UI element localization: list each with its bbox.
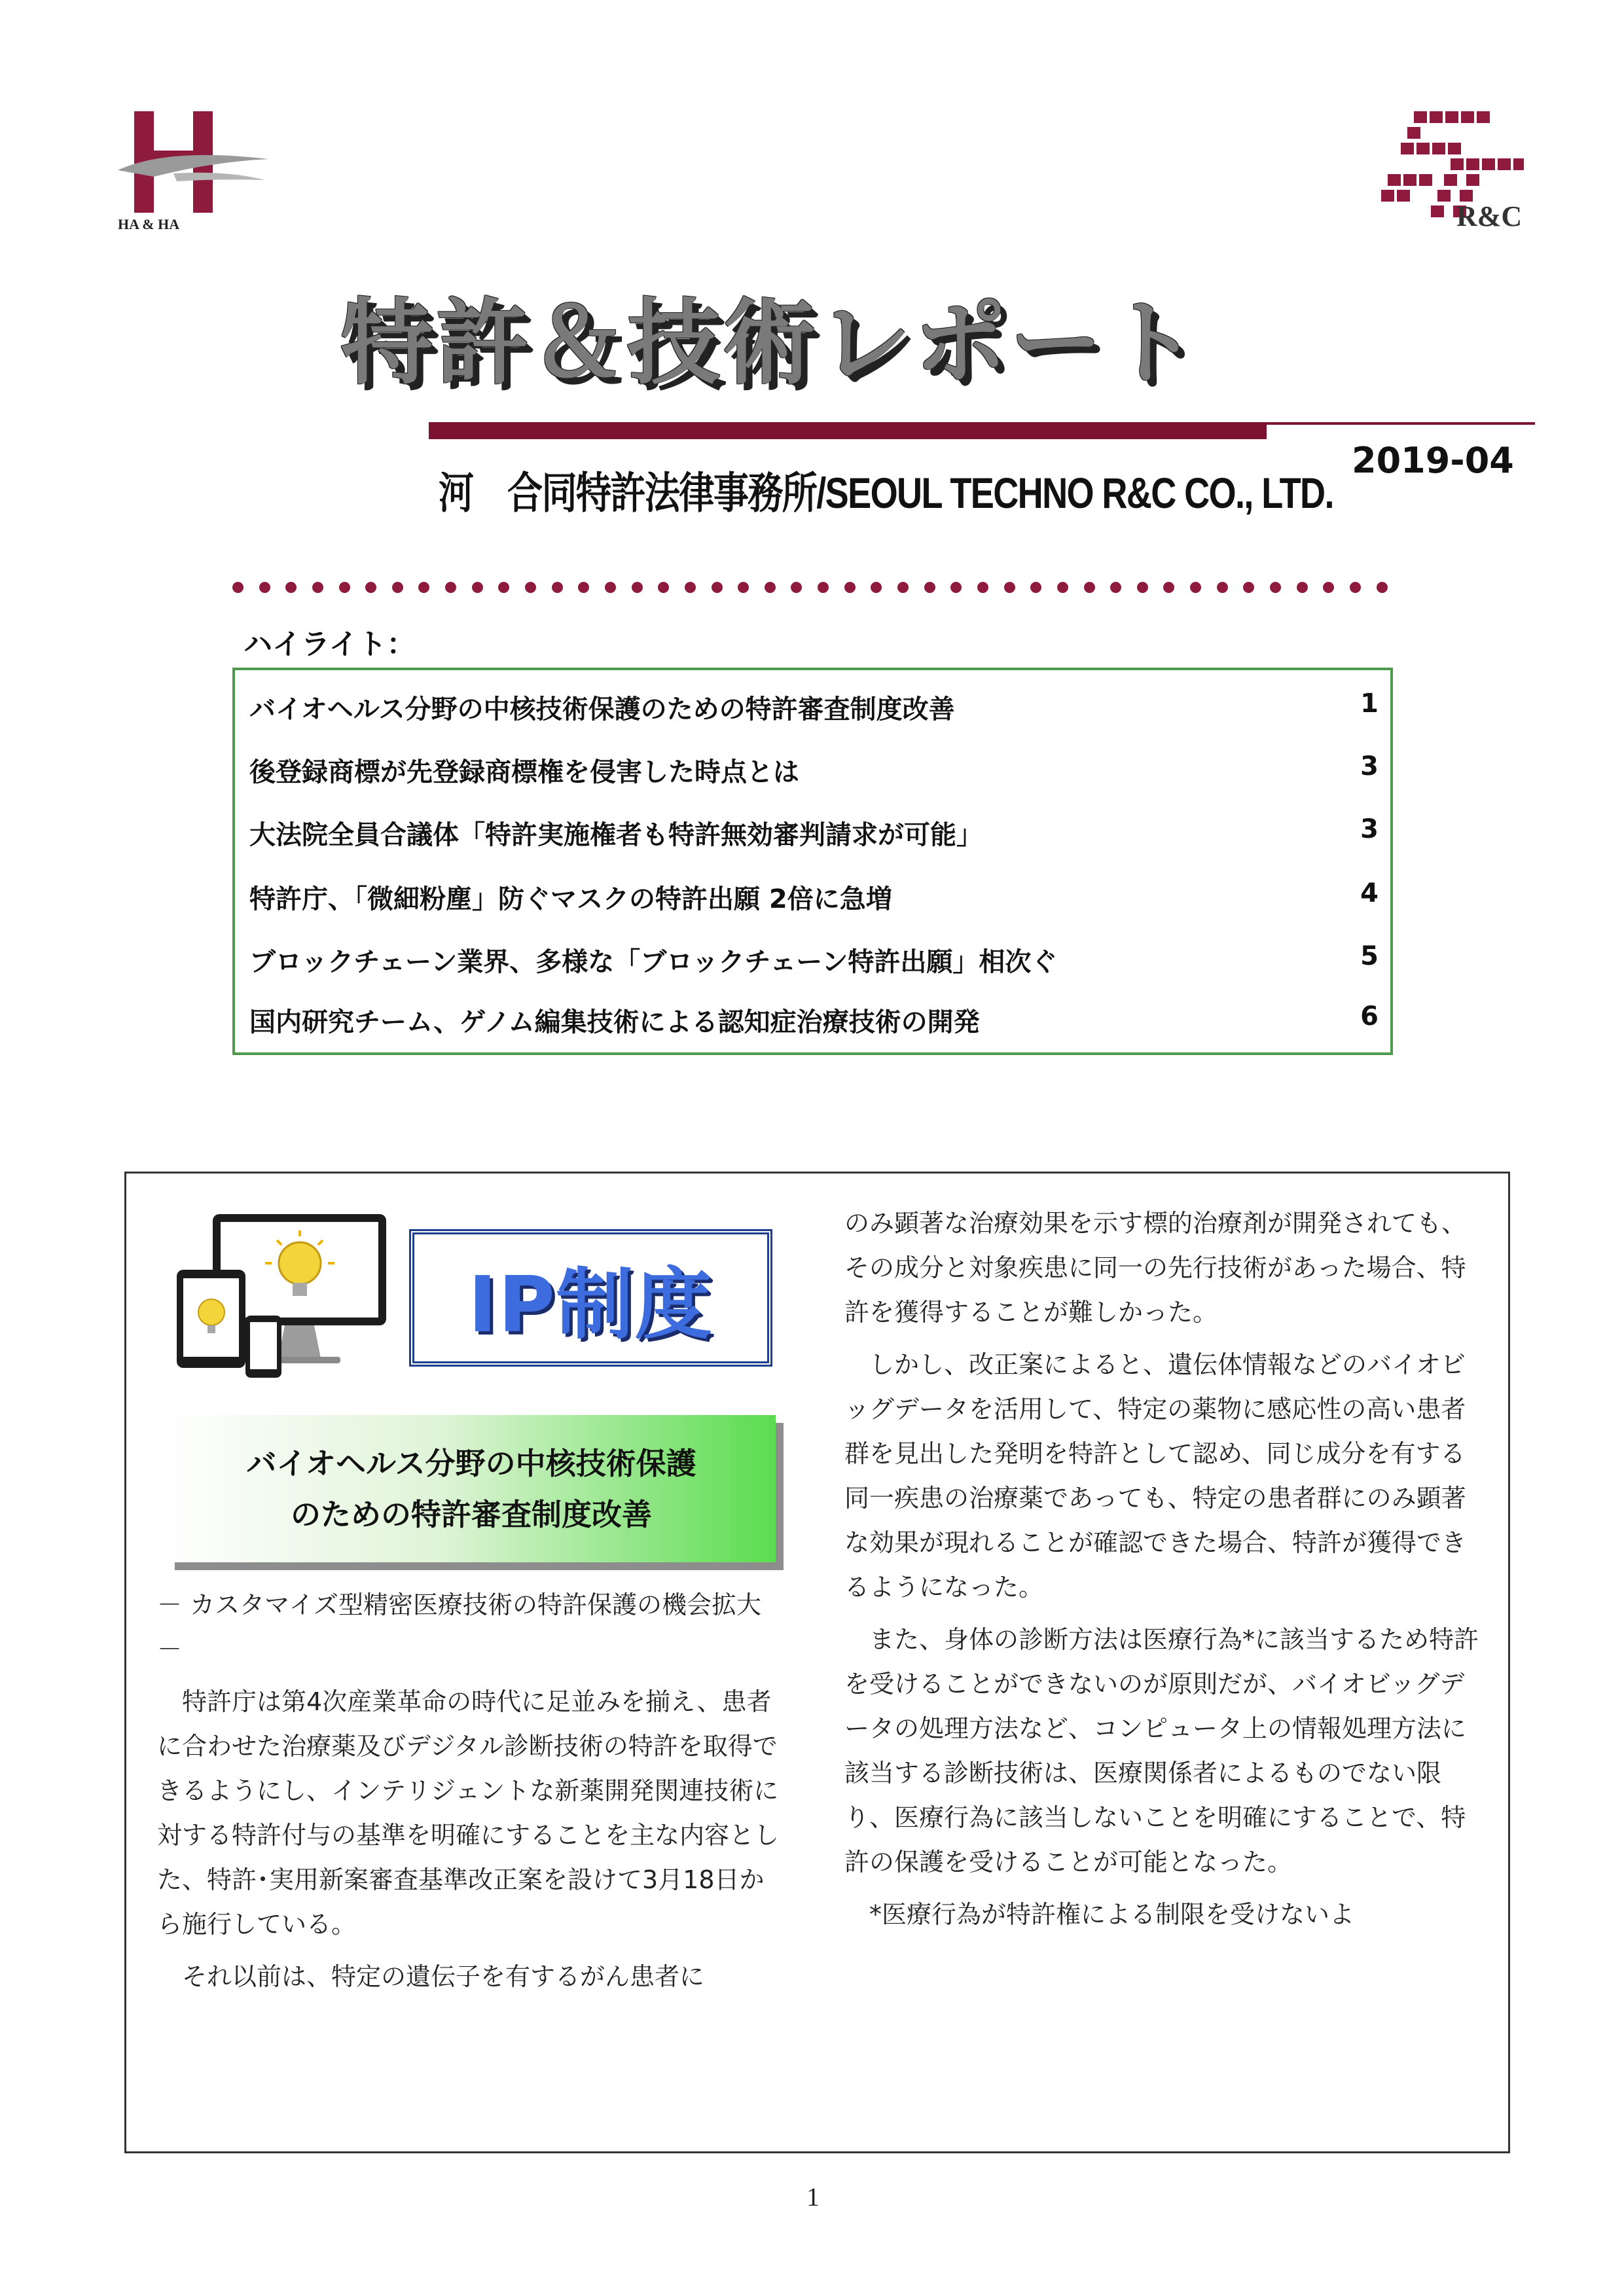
- highlight-title: バイオヘルス分野の中核技術保護のための特許審査制度改善: [249, 694, 955, 725]
- article-subtitle: － カスタマイズ型精密医療技術の特許保護の機会拡大 －: [157, 1590, 761, 1664]
- divider-dot: [658, 582, 669, 593]
- divider-dot: [232, 582, 244, 593]
- divider-dot: [1137, 582, 1148, 593]
- highlight-item[interactable]: [249, 689, 1379, 728]
- divider-dot: [1084, 582, 1095, 593]
- divider-dot: [498, 582, 509, 593]
- article-paragraph: それ以前は、特定の遺伝子を有するがん患者に: [182, 1962, 705, 1991]
- page-number: 1: [806, 2182, 820, 2212]
- divider-dot: [365, 582, 376, 593]
- highlight-page: 4: [1360, 878, 1379, 908]
- divider-dot: [765, 582, 776, 593]
- divider-dot: [844, 582, 856, 593]
- divider-dot: [1243, 582, 1254, 593]
- highlights-heading: ハイライト：: [244, 628, 416, 661]
- highlight-title: 後登録商標が先登録商標権を侵害した時点とは: [249, 757, 799, 787]
- seoul-techno-logo-text: R&C: [1456, 200, 1523, 232]
- article-headline-box: [167, 1415, 776, 1562]
- divider-dot: [1004, 582, 1015, 593]
- article-paragraph: しかし、改正案によると、遺伝体情報などのバイオビッグデータを活用して、特定の薬物に感応性の高い患者群を見出した発明を特許として認め、同じ成分を有する同一疾患の治療薬であっても、特定の患者群にのみ顕著な効果が現れることが確認できた場合、特許が獲得できるようになった。: [844, 1350, 1467, 1602]
- divider-dot: [738, 582, 749, 593]
- divider-dot: [1270, 582, 1281, 593]
- divider-dot: [392, 582, 403, 593]
- title-underline-bar: [429, 425, 1267, 439]
- article-footnote: *医療行為が特許権による制限を受けないよ: [869, 1900, 1355, 1929]
- highlight-page: 1: [1360, 689, 1379, 719]
- divider-dot: [818, 582, 829, 593]
- report-title: 特許＆技術レポート: [340, 289, 1200, 397]
- highlight-title: 特許庁、「微細粉塵」防ぐマスクの特許出願 2倍に急増: [249, 884, 892, 914]
- highlight-title: 大法院全員合議体「特許実施権者も特許無効審判請求が可能」: [249, 820, 983, 850]
- highlight-item[interactable]: [249, 1001, 1379, 1041]
- divider-dot: [1297, 582, 1308, 593]
- divider-dot: [1217, 582, 1228, 593]
- highlights-box: [232, 668, 1393, 1055]
- highlight-page: 5: [1360, 941, 1379, 971]
- divider-dot: [418, 582, 429, 593]
- highlight-page: 3: [1360, 751, 1379, 781]
- devices-lightbulb-icon: [167, 1208, 403, 1404]
- divider-dot: [1110, 582, 1121, 593]
- ip-system-badge: [409, 1229, 772, 1367]
- ip-system-badge-text: IP制度: [468, 1259, 713, 1350]
- divider-dot: [924, 582, 935, 593]
- divider-dot: [1377, 582, 1388, 593]
- divider-dot: [1030, 582, 1041, 593]
- article-right-column: [844, 1201, 1483, 1945]
- dotted-divider: [232, 579, 1388, 595]
- divider-dot: [1057, 582, 1068, 593]
- divider-dot: [950, 582, 962, 593]
- article-left-column: [157, 1583, 785, 2007]
- divider-dot: [712, 582, 723, 593]
- divider-dot: [1190, 582, 1201, 593]
- article-headline-line: バイオヘルス分野の中核技術保護: [246, 1445, 696, 1481]
- divider-dot: [897, 582, 909, 593]
- divider-dot: [578, 582, 589, 593]
- highlight-title: 国内研究チーム、ゲノム編集技術による認知症治療技術の開発: [249, 1007, 980, 1037]
- divider-dot: [1163, 582, 1174, 593]
- divider-dot: [1323, 582, 1334, 593]
- ha-and-ha-logo-text: HA & HA: [118, 216, 180, 232]
- highlight-item[interactable]: [249, 751, 1379, 791]
- divider-dot: [1350, 582, 1361, 593]
- divider-dot: [472, 582, 483, 593]
- divider-dot: [285, 582, 297, 593]
- article-paragraph: のみ顕著な治療効果を示す標的治療剤が開発されても、その成分と対象疾患に同一の先行技術があった場合、特許を獲得することが難しかった。: [844, 1209, 1467, 1327]
- highlight-title: ブロックチェーン業界、多様な「ブロックチェーン特許出願」相次ぐ: [249, 947, 1058, 977]
- highlight-item[interactable]: [249, 878, 1379, 918]
- divider-dot: [339, 582, 350, 593]
- highlight-page: 3: [1360, 814, 1379, 844]
- divider-dot: [605, 582, 616, 593]
- article-headline-line: のための特許審査制度改善: [291, 1496, 652, 1532]
- highlight-item[interactable]: [249, 814, 1379, 853]
- divider-dot: [632, 582, 643, 593]
- article-paragraph: また、身体の診断方法は医療行為*に該当するため特許を受けることができないのが原則だが、バイオビッグデータの処理方法など、コンピュータ上の情報処理方法に該当する診断技術は、医療関係者によるものでない限り、医療行為に該当しないことを明確にすることで、特許の保護を受けることが可能となった。: [844, 1625, 1479, 1876]
- divider-dot: [445, 582, 456, 593]
- highlight-page: 6: [1360, 1001, 1379, 1031]
- article-paragraph: 特許庁は第4次産業革命の時代に足並みを揃え、患者に合わせた治療薬及びデジタル診断技術の特許を取得できるようにし、インテリジェントな新薬開発関連技術に対する特許付与の基準を明確にすることを主な内容とした、特許･実用新案審査基準改正案を設けて3月18日から施行している。: [157, 1687, 780, 1939]
- firm-name: 河 合同特許法律事務所/SEOUL TECHNO R&C CO., LTD.: [439, 469, 1333, 517]
- divider-dot: [685, 582, 696, 593]
- divider-dot: [977, 582, 988, 593]
- highlight-item[interactable]: [249, 941, 1379, 980]
- divider-dot: [312, 582, 323, 593]
- divider-dot: [552, 582, 563, 593]
- divider-dot: [525, 582, 536, 593]
- issue-date: 2019-04: [1352, 440, 1514, 481]
- divider-dot: [871, 582, 882, 593]
- divider-dot: [259, 582, 270, 593]
- divider-dot: [791, 582, 802, 593]
